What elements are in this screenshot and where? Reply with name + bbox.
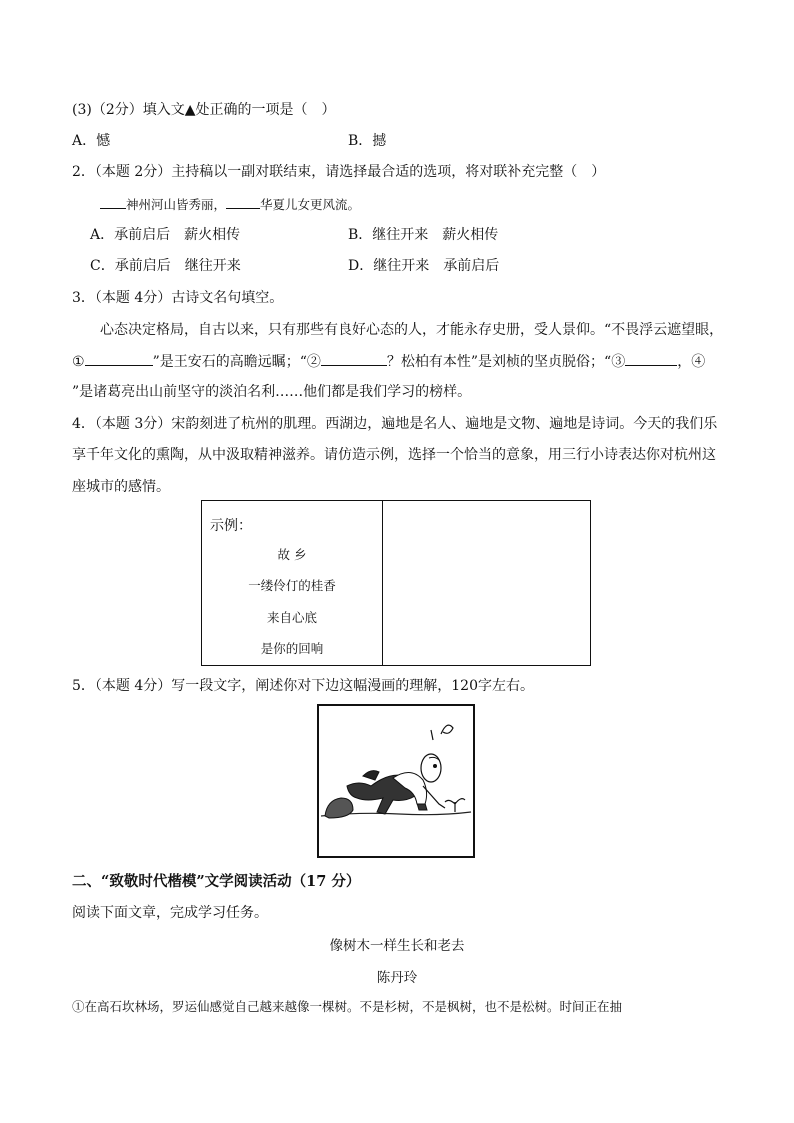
q5-stem: 5．（本题 4分）写一段文字，阐述你对下边这幅漫画的理解，120字左右。	[72, 678, 534, 694]
poem-line-2: 来自心底	[266, 610, 317, 625]
q3-text-line3: ”是诸葛亮出山前坚守的淡泊名利……他们都是我们学习的榜样。	[72, 384, 472, 400]
couplet-part-2: 华夏儿女更风流。	[260, 197, 361, 212]
poem-title: 故 乡	[277, 547, 307, 562]
q3-text-segment-b: ”是王安石的高瞻远瞩；“②	[152, 354, 321, 370]
article-author: 陈丹玲	[376, 970, 418, 986]
poem-line-3: 是你的回响	[260, 641, 324, 656]
q2-stem: 2．（本题 2分）主持稿以一副对联结束，请选择最合适的选项，将对联补充完整（ ）	[72, 164, 606, 180]
q3-text-segment-c: ？松柏有本性”是刘桢的坚贞脱俗；“③	[386, 354, 626, 370]
couplet-part-1: 神州河山皆秀丽，	[126, 197, 227, 212]
example-table	[201, 500, 591, 666]
q4-text-line3: 座城市的感情。	[72, 479, 170, 495]
q2-option-c: C．承前启后 继往开来	[90, 258, 241, 274]
couplet-blank-2	[226, 194, 260, 209]
article-paragraph-1: ①在高石坎林场，罗运仙感觉自己越来越像一棵树。不是杉树，不是枫树，也不是松树。时间正在抽	[72, 999, 623, 1014]
article-title: 像树木一样生长和老去	[329, 938, 465, 954]
cartoon-image	[317, 704, 475, 858]
q4-text-line1: 4．（本题 3分）宋韵刻进了杭州的肌理。西湖边，遍地是名人、遍地是文物、遍地是诗词。今天的我们乐	[72, 416, 718, 432]
q2-option-d: D．继往开来 承前启后	[348, 258, 500, 274]
q3-text-segment-d: ，④	[677, 354, 706, 370]
fill-blank-3[interactable]	[625, 351, 677, 366]
couplet-blank-1	[100, 194, 126, 209]
q3-3-stem: (3)（2分）填入文▲处正确的一项是（ ）	[72, 102, 336, 118]
q2-couplet	[100, 194, 360, 215]
q3-text-line1: 心态决定格局，自古以来，只有那些有良好心态的人，才能永存史册，受人景仰。“不畏浮云遮望眼，	[100, 322, 724, 338]
blank-marker-1: ①	[72, 354, 85, 370]
q2-option-b: B．继往开来 薪火相传	[348, 227, 499, 243]
cartoon-drawing	[319, 706, 473, 856]
answer-area[interactable]	[383, 501, 590, 665]
poem-line-1: 一缕伶仃的桂香	[248, 578, 336, 593]
q3-3-option-b: B．撼	[348, 133, 387, 149]
fill-blank-1[interactable]	[85, 351, 153, 366]
section-heading: 二、“致敬时代楷模”文学阅读活动（17 分）	[72, 873, 361, 890]
q3-stem: 3．（本题 4分）古诗文名句填空。	[72, 290, 284, 306]
fill-blank-2[interactable]	[321, 351, 387, 366]
q4-text-line2: 享千年文化的熏陶，从中汲取精神滋养。请仿造示例，选择一个恰当的意象，用三行小诗表达你对杭州这	[72, 447, 716, 463]
q2-option-a: A．承前启后 薪火相传	[90, 227, 241, 243]
section-instruction: 阅读下面文章，完成学习任务。	[72, 905, 268, 921]
q3-text-line2	[72, 351, 705, 372]
example-label: 示例：	[210, 518, 252, 534]
q3-3-option-a: A．憾	[72, 133, 111, 149]
